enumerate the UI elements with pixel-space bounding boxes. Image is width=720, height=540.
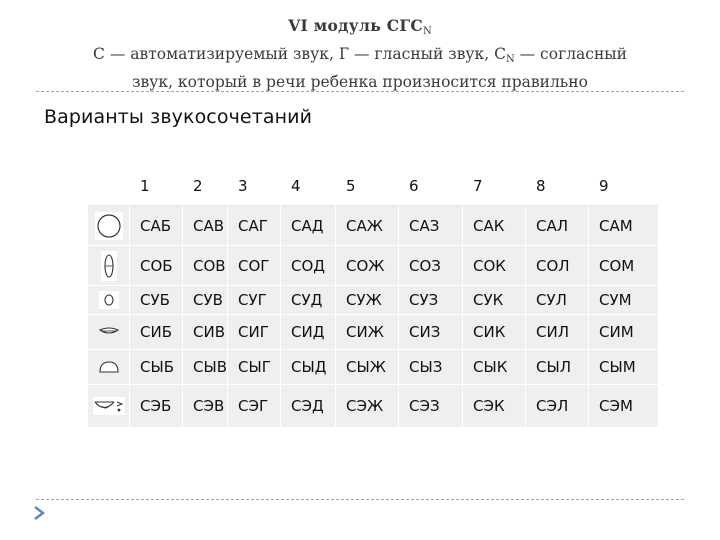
syllable-cell: СУЖ xyxy=(336,286,399,315)
mouth-smile-teeth-icon xyxy=(96,324,122,340)
row-icon-cell xyxy=(88,246,130,286)
chevron-right-icon xyxy=(32,506,46,520)
syllable-cell: СИЗ xyxy=(399,315,463,350)
slide-title-text: VI модуль СГС xyxy=(288,16,424,35)
syllable-cell: САМ xyxy=(589,206,659,246)
syllable-cell: САД xyxy=(281,206,336,246)
syllable-cell: СУМ xyxy=(589,286,659,315)
row-icon-cell xyxy=(88,315,130,350)
syllable-cell: СУЛ xyxy=(526,286,589,315)
syllable-cell: СЫМ xyxy=(589,350,659,385)
syllable-cell: СИЛ xyxy=(526,315,589,350)
legend-line xyxy=(30,43,690,71)
syllable-cell: СОЗ xyxy=(399,246,463,286)
syllable-cell: СЭЖ xyxy=(336,385,399,428)
syllable-cell: СЭГ xyxy=(228,385,281,428)
syllable-cell: СЫВ xyxy=(183,350,228,385)
legend-text-a: С — автоматизируемый звук, Г — гласный звук, С xyxy=(93,45,506,63)
syllable-cell: СЭБ xyxy=(130,385,183,428)
row-icon-cell xyxy=(88,206,130,246)
syllable-cell: СОД xyxy=(281,246,336,286)
legend-subscript: N xyxy=(505,54,515,65)
mouth-half-dome-icon xyxy=(95,358,123,376)
syllable-cell: СИК xyxy=(463,315,526,350)
syllable-cell: САК xyxy=(463,206,526,246)
syllable-cell: САЖ xyxy=(336,206,399,246)
syllable-cell: САБ xyxy=(130,206,183,246)
syllable-cell: СЫЖ xyxy=(336,350,399,385)
syllable-cell: СИБ xyxy=(130,315,183,350)
mouth-wide-open-circle-icon xyxy=(94,211,124,241)
syllable-cell: СОМ xyxy=(589,246,659,286)
syllable-cell: СОВ xyxy=(183,246,228,286)
table-corner-cell xyxy=(88,166,130,206)
column-header-2: 2 xyxy=(183,166,228,206)
column-header-9: 9 xyxy=(589,166,659,206)
syllable-cell: СУВ xyxy=(183,286,228,315)
syllable-cell: СЫЛ xyxy=(526,350,589,385)
syllable-cell: СИВ xyxy=(183,315,228,350)
syllable-cell: СЭД xyxy=(281,385,336,428)
syllable-cell: СУГ xyxy=(228,286,281,315)
slide-header xyxy=(30,14,690,94)
legend-text-b: — согласный xyxy=(514,45,627,63)
column-header-4: 4 xyxy=(281,166,336,206)
column-header-6: 6 xyxy=(399,166,463,206)
syllable-cell: СЭЛ xyxy=(526,385,589,428)
syllable-cell: СУЗ xyxy=(399,286,463,315)
syllable-cell: СИГ xyxy=(228,315,281,350)
syllable-cell: СИМ xyxy=(589,315,659,350)
column-header-8: 8 xyxy=(526,166,589,206)
column-header-5: 5 xyxy=(336,166,399,206)
slide-title-subscript: N xyxy=(423,26,432,37)
syllable-cell: СЭК xyxy=(463,385,526,428)
mouth-open-with-tongue-icon xyxy=(92,395,126,417)
syllable-cell: СУК xyxy=(463,286,526,315)
syllable-table xyxy=(88,166,671,428)
row-icon-cell xyxy=(88,350,130,385)
syllable-cell: СОЖ xyxy=(336,246,399,286)
syllable-cell: СЫЗ xyxy=(399,350,463,385)
syllable-cell: СОЛ xyxy=(526,246,589,286)
syllable-cell: СУД xyxy=(281,286,336,315)
syllable-cell: СЫК xyxy=(463,350,526,385)
syllable-cell: СЭЗ xyxy=(399,385,463,428)
column-header-3: 3 xyxy=(228,166,281,206)
legend-line-2: звук, который в речи ребенка произносится правильно xyxy=(132,73,588,91)
syllable-cell: СОК xyxy=(463,246,526,286)
syllable-cell: СУБ xyxy=(130,286,183,315)
syllable-cell: СИЖ xyxy=(336,315,399,350)
syllable-cell: САГ xyxy=(228,206,281,246)
section-title: Варианты звукосочетаний xyxy=(44,106,313,128)
syllable-cell: СЫД xyxy=(281,350,336,385)
mouth-rounded-oval-icon xyxy=(99,250,119,282)
syllable-cell: СЭМ xyxy=(589,385,659,428)
syllable-cell: СЫБ xyxy=(130,350,183,385)
syllable-cell: СЫГ xyxy=(228,350,281,385)
bottom-divider xyxy=(36,499,684,500)
syllable-cell: САВ xyxy=(183,206,228,246)
slide-title xyxy=(30,14,690,43)
row-icon-cell xyxy=(88,385,130,428)
syllable-cell: СОГ xyxy=(228,246,281,286)
syllable-cell: СИД xyxy=(281,315,336,350)
mouth-small-circle-icon xyxy=(98,290,120,310)
syllable-cell: СОБ xyxy=(130,246,183,286)
column-header-7: 7 xyxy=(463,166,526,206)
top-divider xyxy=(36,91,684,92)
column-header-1: 1 xyxy=(130,166,183,206)
syllable-cell: САЛ xyxy=(526,206,589,246)
syllable-cell: САЗ xyxy=(399,206,463,246)
row-icon-cell xyxy=(88,286,130,315)
syllable-cell: СЭВ xyxy=(183,385,228,428)
